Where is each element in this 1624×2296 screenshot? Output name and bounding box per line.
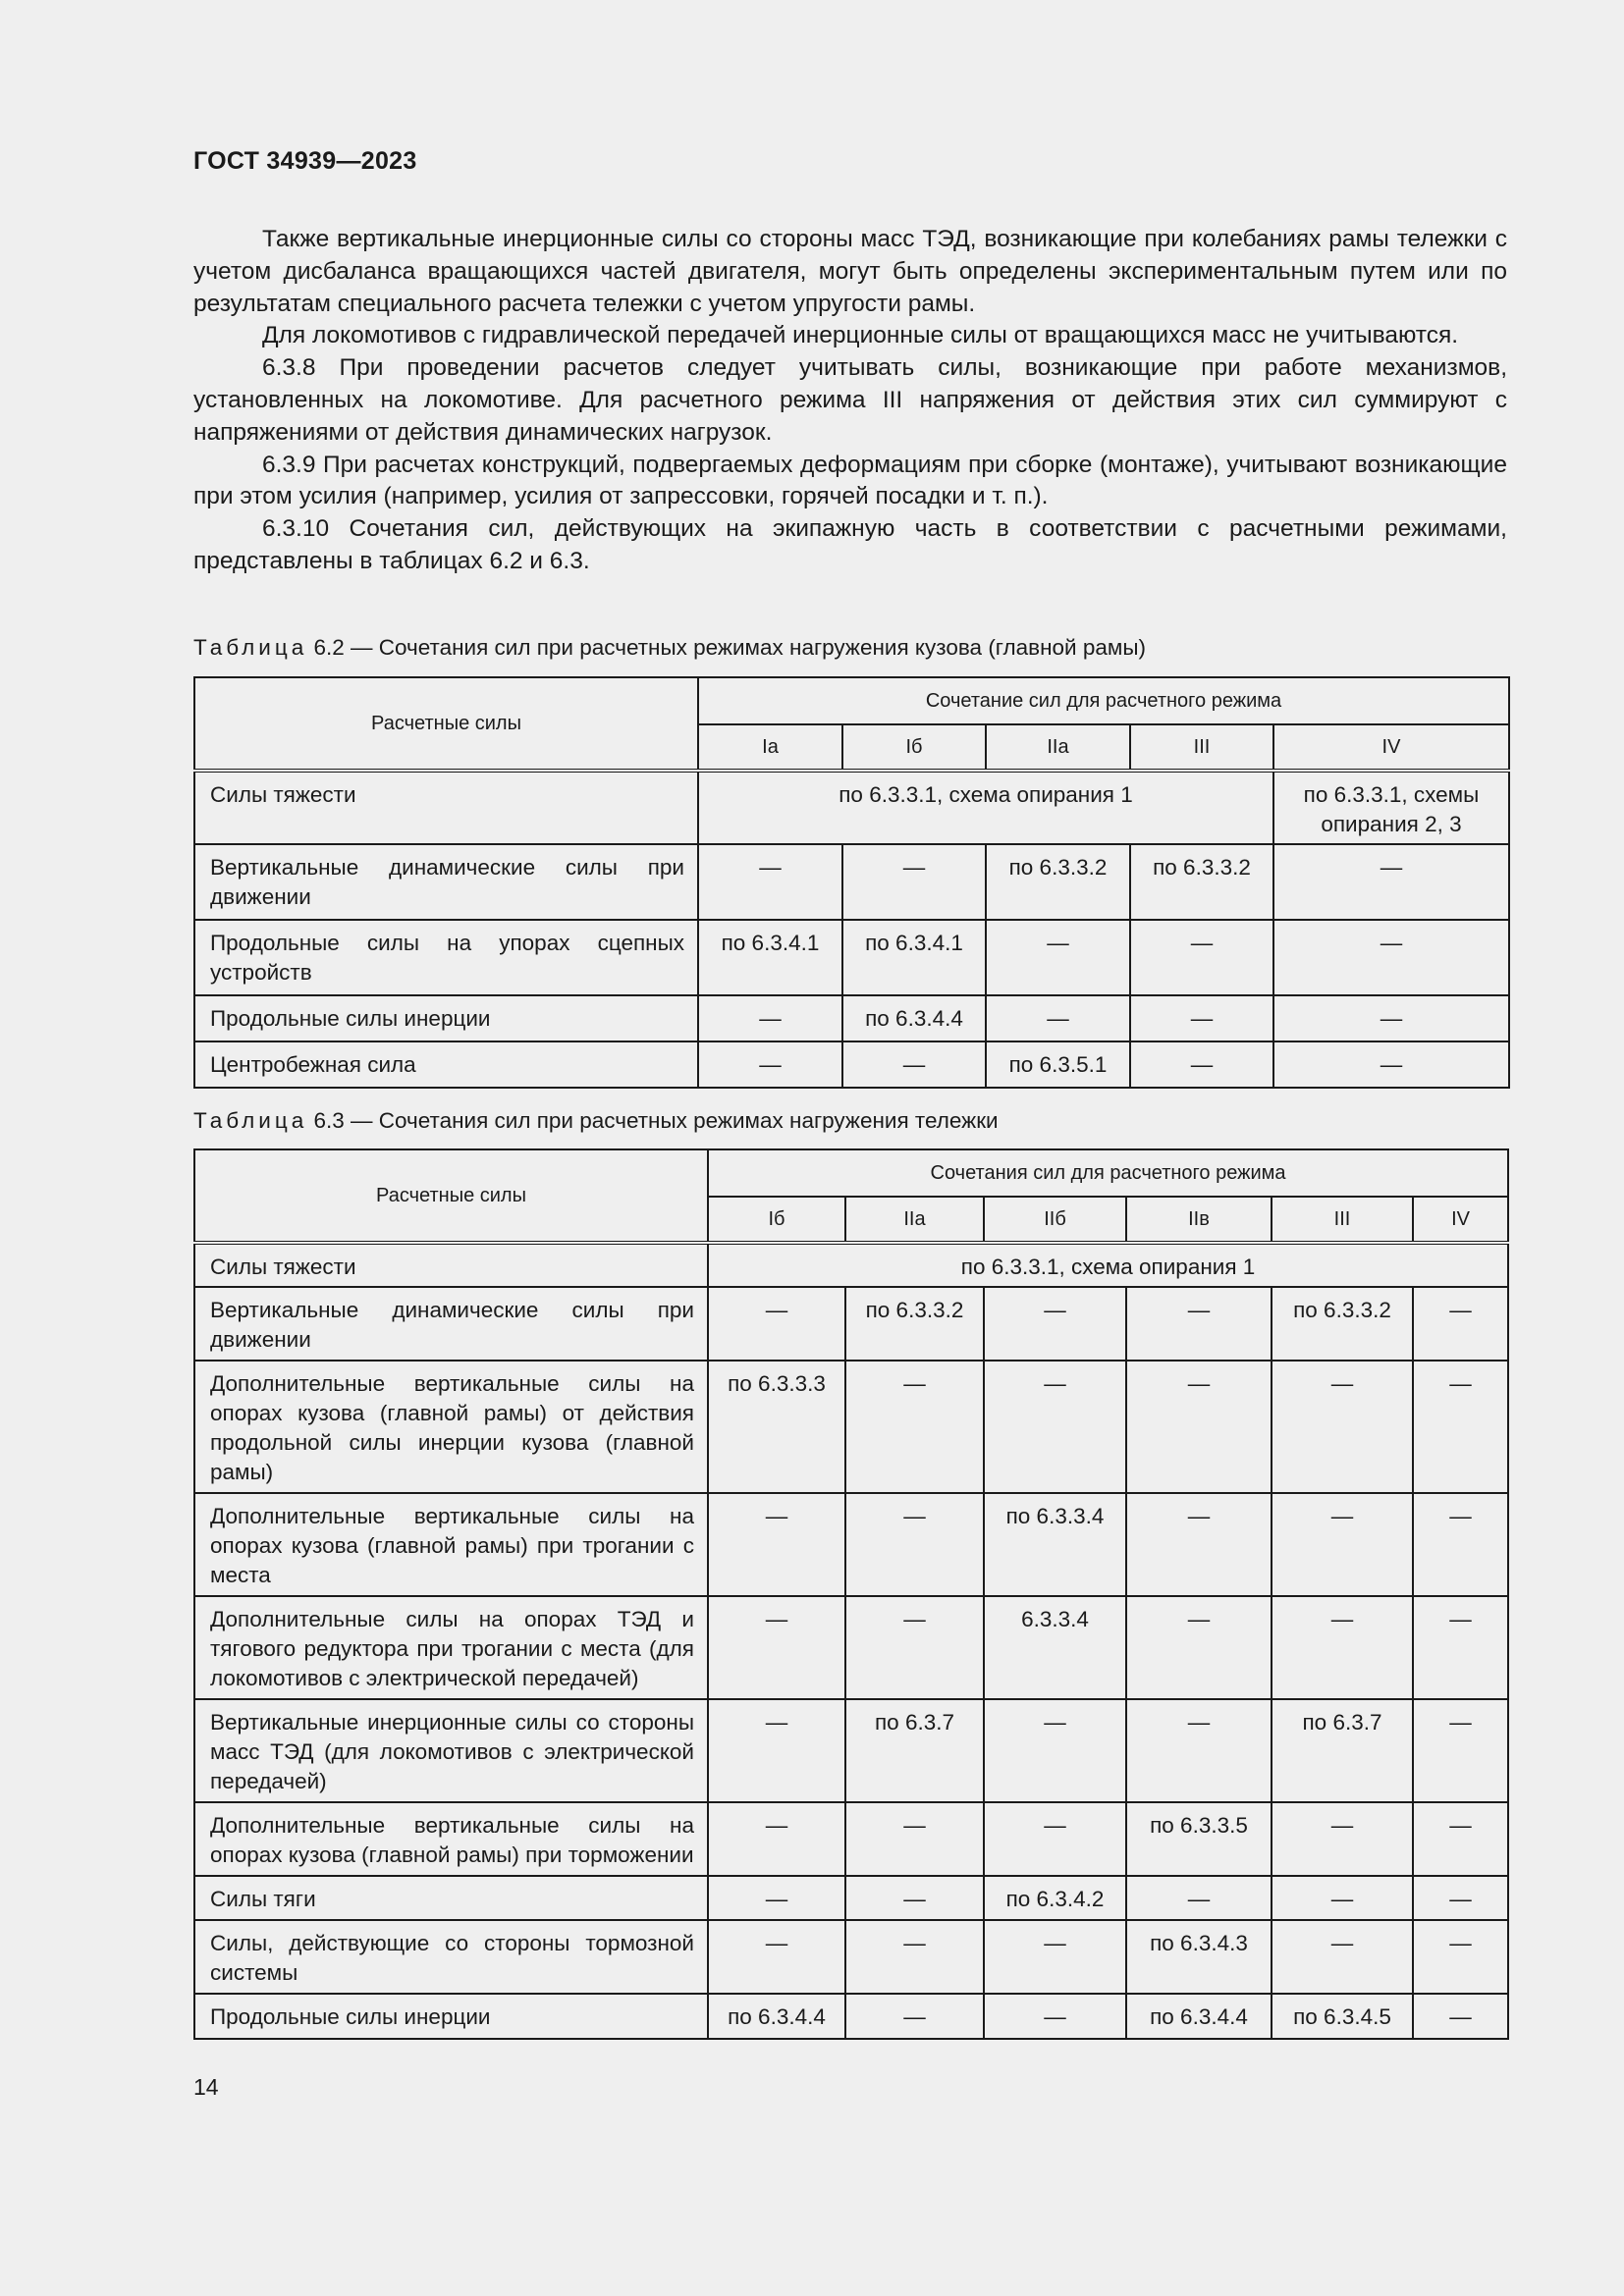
cell: —: [984, 1994, 1126, 2039]
mode-header: IIа: [986, 724, 1130, 771]
table-row: [194, 1287, 1508, 1361]
cell: —: [1272, 1802, 1413, 1876]
header-row: [194, 677, 1509, 724]
cell: —: [1273, 1041, 1509, 1088]
paragraph: 6.3.8 При проведении расчетов следует учитывать силы, возникающие при работе механизмов, установленных на локомотиве. Для расчетного режима III напряжения от действия этих сил суммируют с напряжениями от действия динамических нагрузок.: [193, 354, 1507, 446]
cell: —: [984, 1920, 1126, 1994]
table-row: [194, 1920, 1508, 1994]
row-label: Дополнительные силы на опорах ТЭД и тягового редуктора при трогании с места (для локомотивов с электрической передачей): [194, 1596, 708, 1699]
row-label: Силы тяги: [194, 1876, 708, 1920]
cell: —: [1130, 995, 1273, 1041]
cell: —: [1272, 1596, 1413, 1699]
cell: по 6.3.5.1: [986, 1041, 1130, 1088]
cell: по 6.3.4.1: [698, 920, 842, 995]
cell: —: [1126, 1699, 1272, 1802]
row-label: Вертикальные динамические силы при движении: [194, 1287, 708, 1361]
row-label: Дополнительные вертикальные силы на опорах кузова (главной рамы) при трогании с места: [194, 1493, 708, 1596]
table-row: [194, 1041, 1509, 1088]
cell: —: [1413, 1802, 1508, 1876]
cell: по 6.3.4.3: [1126, 1920, 1272, 1994]
table-6-2: [193, 676, 1510, 1089]
cell: —: [845, 1802, 984, 1876]
cell: по 6.3.4.2: [984, 1876, 1126, 1920]
cell: —: [708, 1802, 845, 1876]
mode-header: IV: [1273, 724, 1509, 771]
table-row: [194, 995, 1509, 1041]
table-row: [194, 1243, 1508, 1287]
cell: —: [1126, 1361, 1272, 1493]
row-label: Дополнительные вертикальные силы на опорах кузова (главной рамы) от действия продольной силы инерции кузова (главной рамы): [194, 1361, 708, 1493]
cell: по 6.3.3.4: [984, 1493, 1126, 1596]
table-row: [194, 1876, 1508, 1920]
cell: —: [1413, 1596, 1508, 1699]
cell: по 6.3.3.5: [1126, 1802, 1272, 1876]
cell: —: [1413, 1361, 1508, 1493]
paragraph: 6.3.9 При расчетах конструкций, подвергаемых деформациям при сборке (монтаже), учитывают возникающие при этом усилия (например, усилия от запрессовки, горячей посадки и т. п.).: [193, 451, 1507, 510]
row-label: Продольные силы на упорах сцепных устройств: [194, 920, 698, 995]
paragraph: Для локомотивов с гидравлической передачей инерционные силы от вращающихся масс не учитываются.: [262, 322, 1459, 349]
cell: —: [1413, 1876, 1508, 1920]
paragraph: Также вертикальные инерционные силы со стороны масс ТЭД, возникающие при колебаниях рамы тележки с учетом дисбаланса вращающихся частей двигателя, могут быть определены экспериментальным путем или по результатам специального расчета тележки с учетом упругости рамы.: [193, 226, 1507, 317]
table-label: Таблица: [193, 635, 308, 660]
mode-header: Iб: [842, 724, 986, 771]
cell: —: [984, 1287, 1126, 1361]
cell: по 6.3.3.1, схема опирания 1: [698, 771, 1273, 844]
cell: —: [1272, 1876, 1413, 1920]
table-6-2-caption: [193, 634, 1146, 662]
table-row: [194, 844, 1509, 920]
table-title: 6.3 — Сочетания сил при расчетных режимах нагружения тележки: [307, 1108, 999, 1133]
cell: 6.3.3.4: [984, 1596, 1126, 1699]
cell: —: [845, 1920, 984, 1994]
document-header: ГОСТ 34939—2023: [193, 147, 417, 175]
page-number: 14: [193, 2074, 219, 2100]
mode-header: III: [1272, 1197, 1413, 1243]
row-label: Продольные силы инерции: [194, 995, 698, 1041]
cell: —: [708, 1920, 845, 1994]
cell: —: [1130, 1041, 1273, 1088]
cell: —: [1413, 1287, 1508, 1361]
cell: —: [1126, 1493, 1272, 1596]
table-row: [194, 1361, 1508, 1493]
table-row: [194, 920, 1509, 995]
cell: —: [984, 1699, 1126, 1802]
paragraph: 6.3.10 Сочетания сил, действующих на экипажную часть в соответствии с расчетными режимами, представлены в таблицах 6.2 и 6.3.: [193, 515, 1507, 574]
cell: —: [708, 1596, 845, 1699]
mode-header: IIв: [1126, 1197, 1272, 1243]
table-6-3-caption: [193, 1107, 999, 1135]
row-label: Продольные силы инерции: [194, 1994, 708, 2039]
cell: по 6.3.3.2: [986, 844, 1130, 920]
table-title: 6.2 — Сочетания сил при расчетных режимах нагружения кузова (главной рамы): [307, 635, 1147, 660]
table-row: [194, 1596, 1508, 1699]
cell: по 6.3.4.4: [708, 1994, 845, 2039]
row-label: Вертикальные динамические силы при движении: [194, 844, 698, 920]
cell: —: [698, 844, 842, 920]
cell: —: [1413, 1994, 1508, 2039]
group-header: Сочетания сил для расчетного режима: [708, 1149, 1508, 1197]
cell: —: [845, 1876, 984, 1920]
table-label: Таблица: [193, 1108, 308, 1133]
cell: по 6.3.3.2: [845, 1287, 984, 1361]
mode-header: Iа: [698, 724, 842, 771]
cell: по 6.3.3.2: [1272, 1287, 1413, 1361]
mode-header: III: [1130, 724, 1273, 771]
cell: —: [708, 1699, 845, 1802]
cell: —: [984, 1802, 1126, 1876]
cell: —: [1273, 844, 1509, 920]
cell: —: [1273, 920, 1509, 995]
table-row: [194, 1802, 1508, 1876]
row-label: Силы тяжести: [194, 771, 698, 844]
cell: —: [1413, 1699, 1508, 1802]
cell: —: [1272, 1920, 1413, 1994]
cell: —: [986, 920, 1130, 995]
cell: по 6.3.4.4: [842, 995, 986, 1041]
cell: —: [1126, 1596, 1272, 1699]
row-label: Вертикальные инерционные силы со стороны масс ТЭД (для локомотивов с электрической передачей): [194, 1699, 708, 1802]
row-label: Дополнительные вертикальные силы на опорах кузова (главной рамы) при торможении: [194, 1802, 708, 1876]
cell: —: [1272, 1361, 1413, 1493]
table-row: [194, 1699, 1508, 1802]
cell: —: [698, 995, 842, 1041]
mode-header: IIа: [845, 1197, 984, 1243]
cell: —: [845, 1493, 984, 1596]
cell: по 6.3.3.2: [1130, 844, 1273, 920]
cell: —: [984, 1361, 1126, 1493]
cell: —: [842, 844, 986, 920]
mode-header: IV: [1413, 1197, 1508, 1243]
cell: —: [1126, 1287, 1272, 1361]
cell: —: [986, 995, 1130, 1041]
cell: —: [1273, 995, 1509, 1041]
cell: по 6.3.4.4: [1126, 1994, 1272, 2039]
cell: по 6.3.3.1, схемы опирания 2, 3: [1273, 771, 1509, 844]
table-row: [194, 771, 1509, 844]
mode-header: Iб: [708, 1197, 845, 1243]
cell: по 6.3.4.5: [1272, 1994, 1413, 2039]
header-row: [194, 1149, 1508, 1197]
table-6-3: [193, 1148, 1509, 2040]
mode-header: IIб: [984, 1197, 1126, 1243]
cell: —: [1130, 920, 1273, 995]
table-row: [194, 1994, 1508, 2039]
cell: по 6.3.7: [845, 1699, 984, 1802]
cell: —: [845, 1994, 984, 2039]
cell: —: [845, 1596, 984, 1699]
cell: по 6.3.3.1, схема опирания 1: [708, 1243, 1508, 1287]
cell: —: [708, 1287, 845, 1361]
cell: —: [845, 1361, 984, 1493]
cell: —: [708, 1876, 845, 1920]
cell: —: [1413, 1493, 1508, 1596]
cell: по 6.3.4.1: [842, 920, 986, 995]
row-label: Силы, действующие со стороны тормозной системы: [194, 1920, 708, 1994]
table-row: [194, 1493, 1508, 1596]
cell: —: [698, 1041, 842, 1088]
cell: —: [1413, 1920, 1508, 1994]
body-text: [193, 224, 1507, 578]
cell: —: [1126, 1876, 1272, 1920]
column-header-forces: Расчетные силы: [194, 1149, 708, 1243]
row-label: Силы тяжести: [194, 1243, 708, 1287]
cell: по 6.3.7: [1272, 1699, 1413, 1802]
row-label: Центробежная сила: [194, 1041, 698, 1088]
column-header-forces: Расчетные силы: [194, 677, 698, 771]
cell: —: [842, 1041, 986, 1088]
cell: по 6.3.3.3: [708, 1361, 845, 1493]
group-header: Сочетание сил для расчетного режима: [698, 677, 1509, 724]
cell: —: [1272, 1493, 1413, 1596]
cell: —: [708, 1493, 845, 1596]
